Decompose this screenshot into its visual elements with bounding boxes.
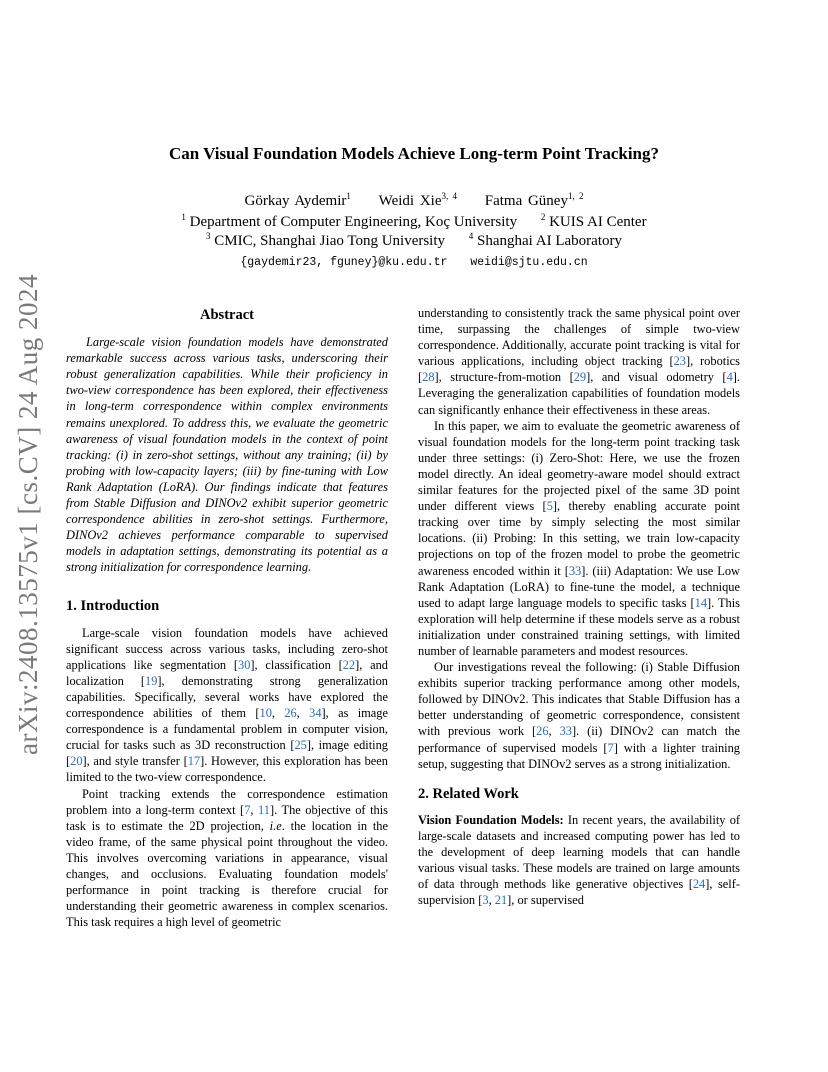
citation-link[interactable]: 26	[536, 724, 549, 739]
citation-link[interactable]: 7	[607, 740, 614, 755]
citation-link[interactable]: 14	[694, 595, 708, 610]
intro-paragraph-3: In this paper, we aim to evaluate the geometric awareness of visual foundation models for the long-term point tracking task under three settings: (i) Zero-Shot: Here, we use the frozen model directly. An ideal geometry-aware model should extract similar features for the projected pixel of the same 3D point under different views [5], thereby enabling accurate point tracking over time by simply selecting the most similar locations. (ii) Probing: In this setting, we train low-capacity projections on top of the frozen model to probe the geometric awareness encoded within it [33]. (iii) Adaptation: We use Low Rank Adaptation (LoRA) to fine-tune the model, a technique used to adapt large language models to specific tasks [14]. This exploration will help determine if these models serve as a robust initialization under constrained training settings, with limited number of learnable parameters and modest resources.	[418, 418, 741, 658]
citation-link[interactable]: 3	[482, 893, 489, 908]
affiliation: $^2$ KUIS AI Center	[540, 212, 647, 230]
intro-paragraph-2-continued: understanding to consistently track the same physical point over time, surpassing the challenges of simple two-view correspondence. Additionally, accurate point tracking is vital for various applications, including object tracking [23], robotics [28], structure-from-motion [29], and visual odometry [4]. Leveraging the generalization capabilities of foundation models can significantly enhance their effectiveness in these areas.	[418, 306, 740, 417]
citation-link[interactable]: 34	[309, 706, 322, 721]
affiliation-line-2	[90, 233, 738, 250]
citation-link[interactable]: 30	[238, 657, 251, 672]
author: Weidi Xie$^{3, 4}$	[378, 191, 457, 209]
citation-link[interactable]: 24	[692, 877, 706, 892]
affiliation: $^3$ CMIC, Shanghai Jiao Tong University	[206, 231, 446, 249]
citation-link[interactable]: 10	[259, 706, 272, 721]
citation-link[interactable]: 25	[294, 738, 307, 753]
intro-paragraph-2: Point tracking extends the correspondence estimation problem into a long-term context [7, 11]. The objective of this task is to estimate the 2D projection, i.e. the location in the video frame, of the same physical point throughout the video. This involves overcoming variations in appearance, visual changes, and occlusions. Evaluating foundation models' performance in point tracking is therefore crucial for understanding their geometric awareness in complex scenarios. This task requires a high level of geometric	[66, 786, 388, 930]
citation-link[interactable]: 19	[145, 673, 158, 688]
author: Görkay Aydemir$^1$	[244, 191, 351, 209]
affiliation: $^4$ Shanghai AI Laboratory	[468, 231, 622, 249]
citation-link[interactable]: 17	[187, 754, 201, 769]
arxiv-identifier: arXiv:2408.13575v1 [cs.CV] 24 Aug 2024	[13, 274, 43, 755]
email: {gaydemir23, fguney}@ku.edu.tr	[240, 256, 448, 269]
author-list	[90, 193, 738, 210]
citation-link[interactable]: 4	[726, 370, 733, 385]
author-emails	[90, 256, 738, 269]
citation-link[interactable]: 22	[342, 657, 356, 672]
citation-link[interactable]: 5	[546, 499, 553, 514]
abstract-heading: Abstract	[200, 307, 254, 323]
citation-link[interactable]: 23	[673, 354, 686, 369]
email: weidi@sjtu.edu.cn	[470, 256, 588, 269]
citation-link[interactable]: 28	[422, 370, 435, 385]
citation-link[interactable]: 29	[573, 370, 587, 385]
paper-title: Can Visual Foundation Models Achieve Long-term Point Tracking?	[168, 144, 660, 163]
left-column	[66, 307, 388, 930]
citation-link[interactable]: 11	[258, 802, 270, 817]
author: Fatma Güney$^{1, 2}$	[484, 191, 584, 209]
introduction-heading: 1. Introduction	[66, 597, 160, 614]
citation-link[interactable]: 33	[568, 563, 582, 578]
citation-link[interactable]: 21	[494, 893, 508, 908]
affiliation-line-1	[90, 214, 738, 231]
citation-link[interactable]: 20	[70, 754, 83, 769]
intro-paragraph-4: Our investigations reveal the following: (i) Stable Diffusion exhibits superior tracking performance among other models, followed by DINOv2. This indicates that Stable Diffusion has a better understanding of geometric correspondence, consistent with previous work [26, 33]. (ii) DINOv2 can match the performance of supervised models [7] with a lighter training setup, suggesting that DINOv2 serves as a strong initialization.	[418, 660, 740, 771]
right-column	[418, 305, 740, 908]
related-work-paragraph-1: Vision Foundation Models: In recent years, the availability of large-scale datasets and increased computing power has led to the development of deep learning models that can handle various visual tasks. These models are trained on large amounts of data through methods like generative objectives [24], self-supervision [3, 21], or supervised	[418, 812, 741, 908]
citation-link[interactable]: 33	[559, 724, 572, 739]
related-work-heading: 2. Related Work	[418, 785, 519, 802]
intro-paragraph-1: Large-scale vision foundation models have achieved significant success across various tasks, including zero-shot applications like segmentation [30], classification [22], and localization [19], demonstrating strong generalization capabilities. Specifically, several works have explored the correspondence abilities of them [10, 26, 34], as image correspondence is a fundamental problem in computer vision, crucial for tasks such as 3D reconstruction [25], image editing [20], and style transfer [17]. However, this exploration has been limited to the two-view correspondence.	[66, 625, 388, 785]
affiliation: $^1$ Department of Computer Engineering, Koç University	[181, 212, 518, 230]
run-in-heading: Vision Foundation Models:	[418, 812, 564, 827]
citation-link[interactable]: 7	[244, 802, 251, 817]
abstract-text: Large-scale vision foundation models have demonstrated remarkable success across various tasks, underscoring their robust generalization capabilities. While their proficiency in two-view correspondence has been explored, their effectiveness in long-term correspondence within complex environments remains unexplored. To address this, we evaluate the geometric awareness of visual foundation models in the context of point tracking: (i) in zero-shot settings, without any training; (ii) by probing with low-capacity layers; (iii) by fine-tuning with Low Rank Adaptation (LoRA). Our findings indicate that features from Stable Diffusion and DINOv2 exhibit superior geometric correspondence abilities in zero-shot settings. Furthermore, DINOv2 achieves performance comparable to supervised models in adaptation settings, demonstrating its potential as a strong initialization for correspondence learning.	[66, 335, 388, 575]
citation-link[interactable]: 26	[284, 706, 297, 721]
